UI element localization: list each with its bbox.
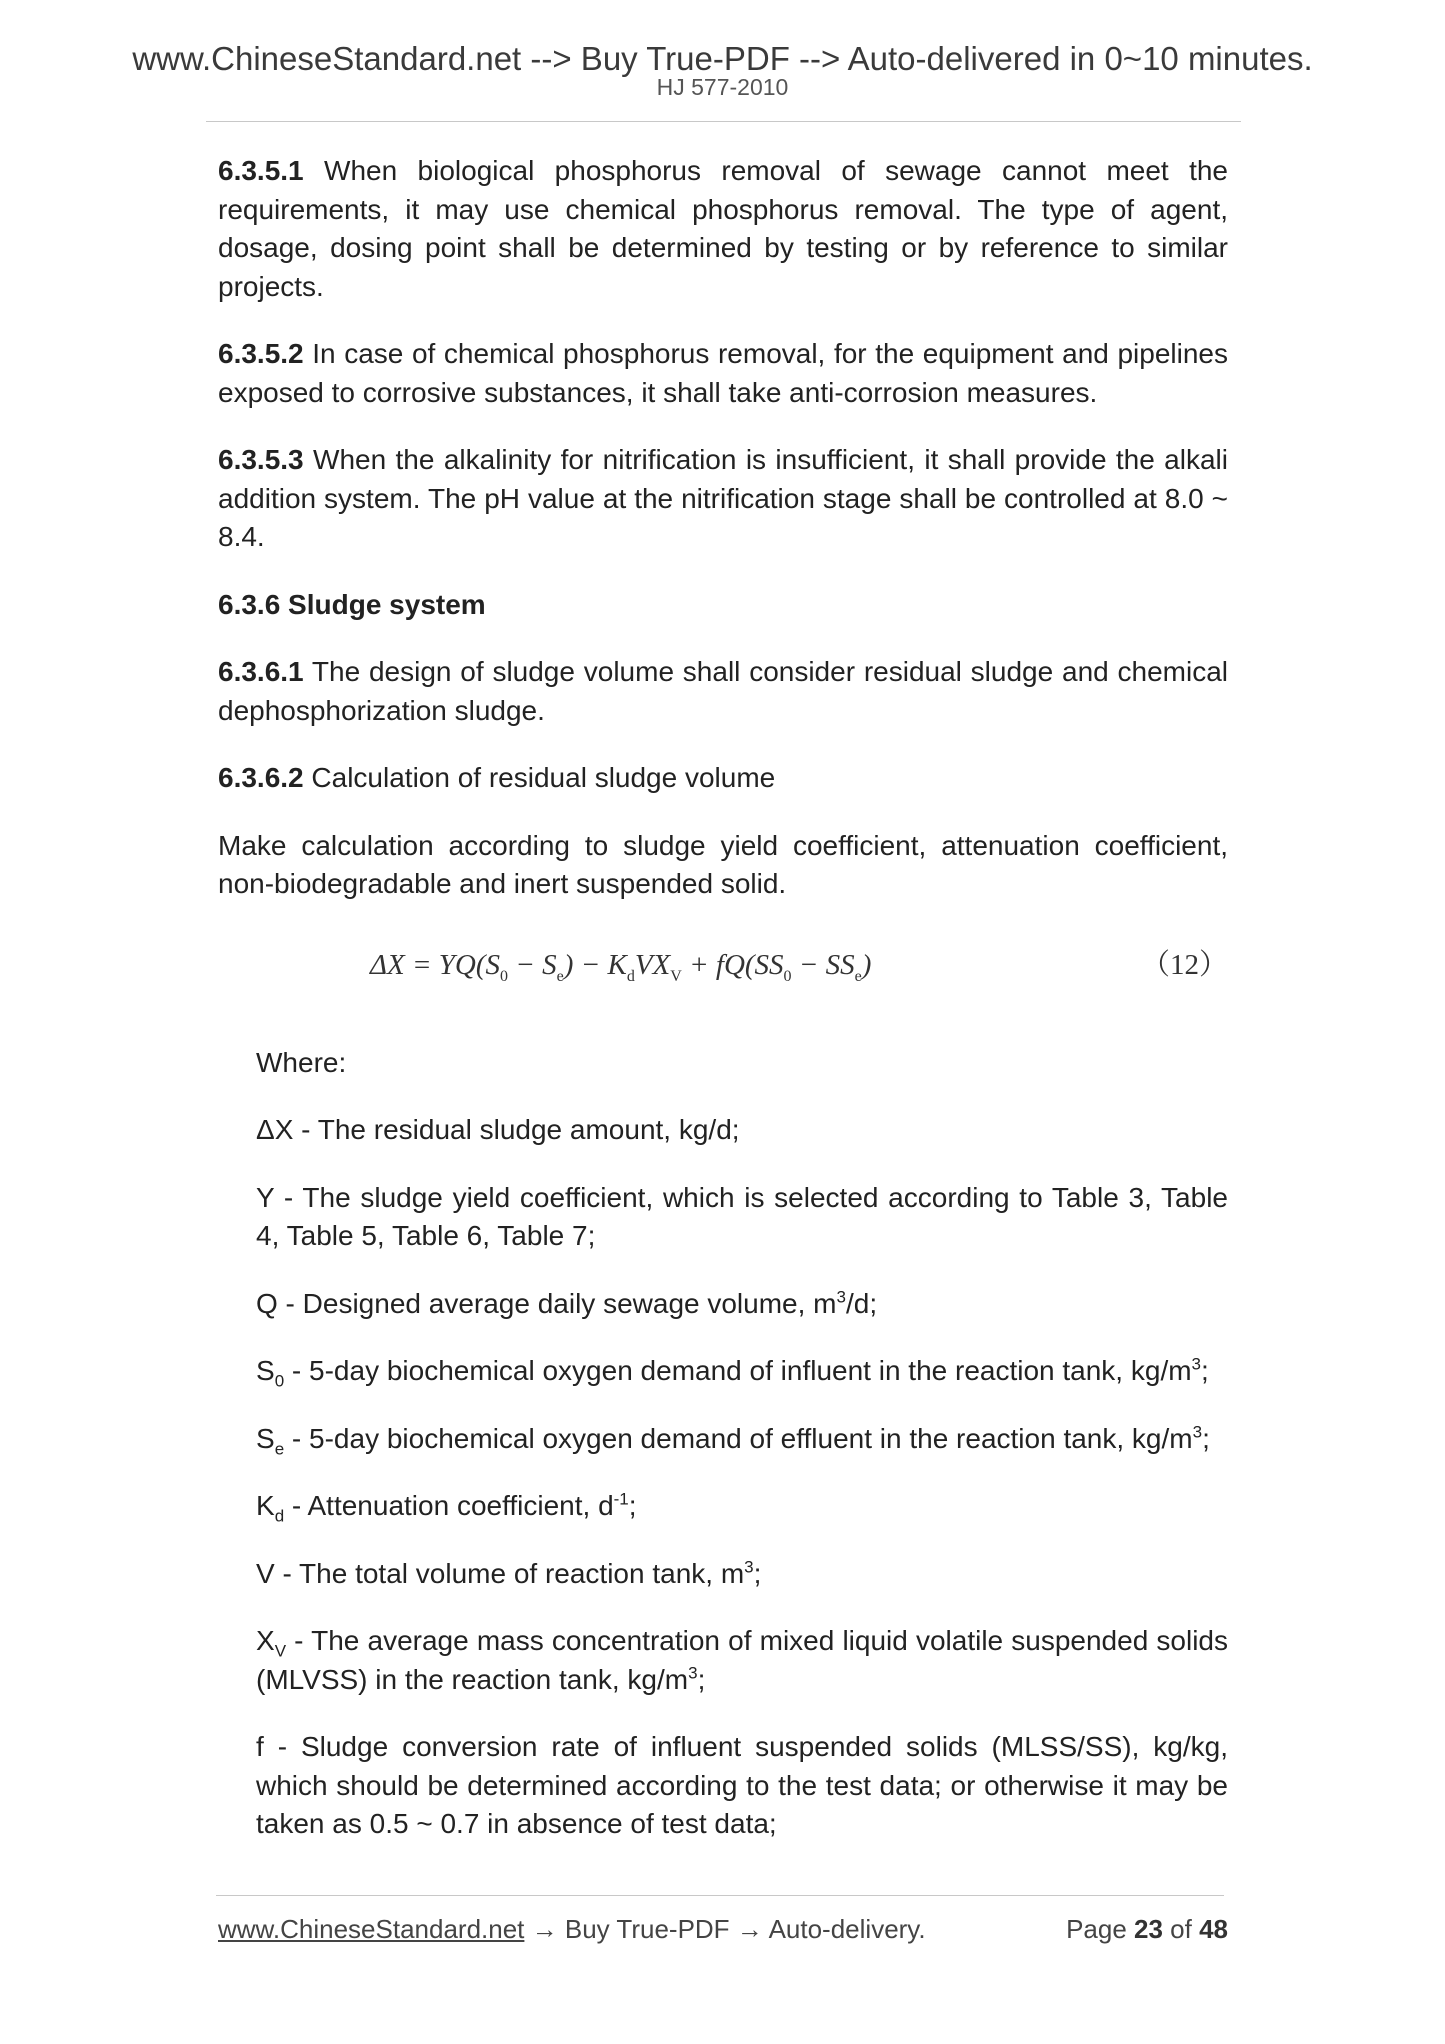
clause-6-3-6-2: 6.3.6.2 Calculation of residual sludge volume <box>218 762 776 793</box>
section-heading-6-3-6: 6.3.6 Sludge system <box>218 588 486 620</box>
def-se: $S_e - 5-day$ biochemical oxygen demand of effluent in the reaction tank, $kg/m^3$; <box>256 1422 1210 1459</box>
page-footer <box>218 1914 1228 1945</box>
def-v: V - The total volume of reaction tank, $m^3$; <box>256 1557 762 1589</box>
page-indicator: Page 23 of 48 <box>1066 1914 1228 1944</box>
document-body <box>218 152 1228 1844</box>
equation-12 <box>218 946 1228 996</box>
footer-site-link[interactable]: www.ChineseStandard.net <box>218 1914 525 1944</box>
def-delta-x: ΔX - The residual sludge amount, kg/d; <box>256 1114 740 1145</box>
def-y: Y - The sludge yield coefficient, which is selected according to Table 3, Table 4, Table 5, Table 6, Table 7; <box>256 1181 1228 1251</box>
calculation-note: Make calculation according to sludge yield coefficient, attenuation coefficient, non-biodegradable and inert suspended solid. <box>218 829 1228 899</box>
def-xv: $X_V$ - The average mass concentration of mixed liquid volatile suspended solids (MLVSS) in the reaction tank, $kg/m^3$; <box>256 1625 1228 1695</box>
clause-6-3-6-1: 6.3.6.1 The design of sludge volume shall consider residual sludge and chemical dephosphorization sludge. <box>218 656 1228 726</box>
footer-tagline: → Buy True-PDF → Auto-delivery. <box>524 1914 926 1944</box>
standard-code: HJ 577-2010 <box>656 74 789 100</box>
footer-divider <box>216 1895 1224 1896</box>
def-q: Q - Designed average daily sewage volume, $m^3/d$; <box>256 1287 878 1319</box>
clause-6-3-5-3: 6.3.5.3 When the alkalinity for nitrification is insufficient, it shall provide the alkali addition system. The pH value at the nitrification stage shall be controlled at 8.0 ~ 8.4. <box>218 444 1228 552</box>
equation-number: （12） <box>1140 948 1228 981</box>
def-f: f - Sludge conversion rate of influent suspended solids (MLSS/SS), kg/kg, which should be determined according to the test data; or otherwise it may be taken as 0.5 ~ 0.7 in absence of test data; <box>256 1731 1228 1839</box>
equation-formula: $\Delta X = YQ(S_0 - S_e) - K_dVX_V + fQ(SS_0 - SS_e)$ <box>370 948 872 985</box>
clause-6-3-5-2: 6.3.5.2 In case of chemical phosphorus removal, for the equipment and pipelines exposed to corrosive substances, it shall take anti-corrosion measures. <box>218 338 1228 408</box>
top-banner[interactable]: www.ChineseStandard.net --> Buy True-PDF --> Auto-delivered in 0~10 minutes. <box>132 40 1313 77</box>
header-divider <box>206 121 1241 122</box>
def-s0: $S_0 - 5-day$ biochemical oxygen demand of influent in the reaction tank, $kg/m^3$; <box>256 1354 1209 1391</box>
where-label: Where: <box>256 1046 347 1078</box>
clause-6-3-5-1: 6.3.5.1 When biological phosphorus removal of sewage cannot meet the requirements, it may use chemical phosphorus removal. The type of agent, dosage, dosing point shall be determined by testing or by reference to similar projects. <box>218 155 1228 302</box>
def-kd: $K_d$ - Attenuation coefficient, $d^{-1}$; <box>256 1489 637 1526</box>
